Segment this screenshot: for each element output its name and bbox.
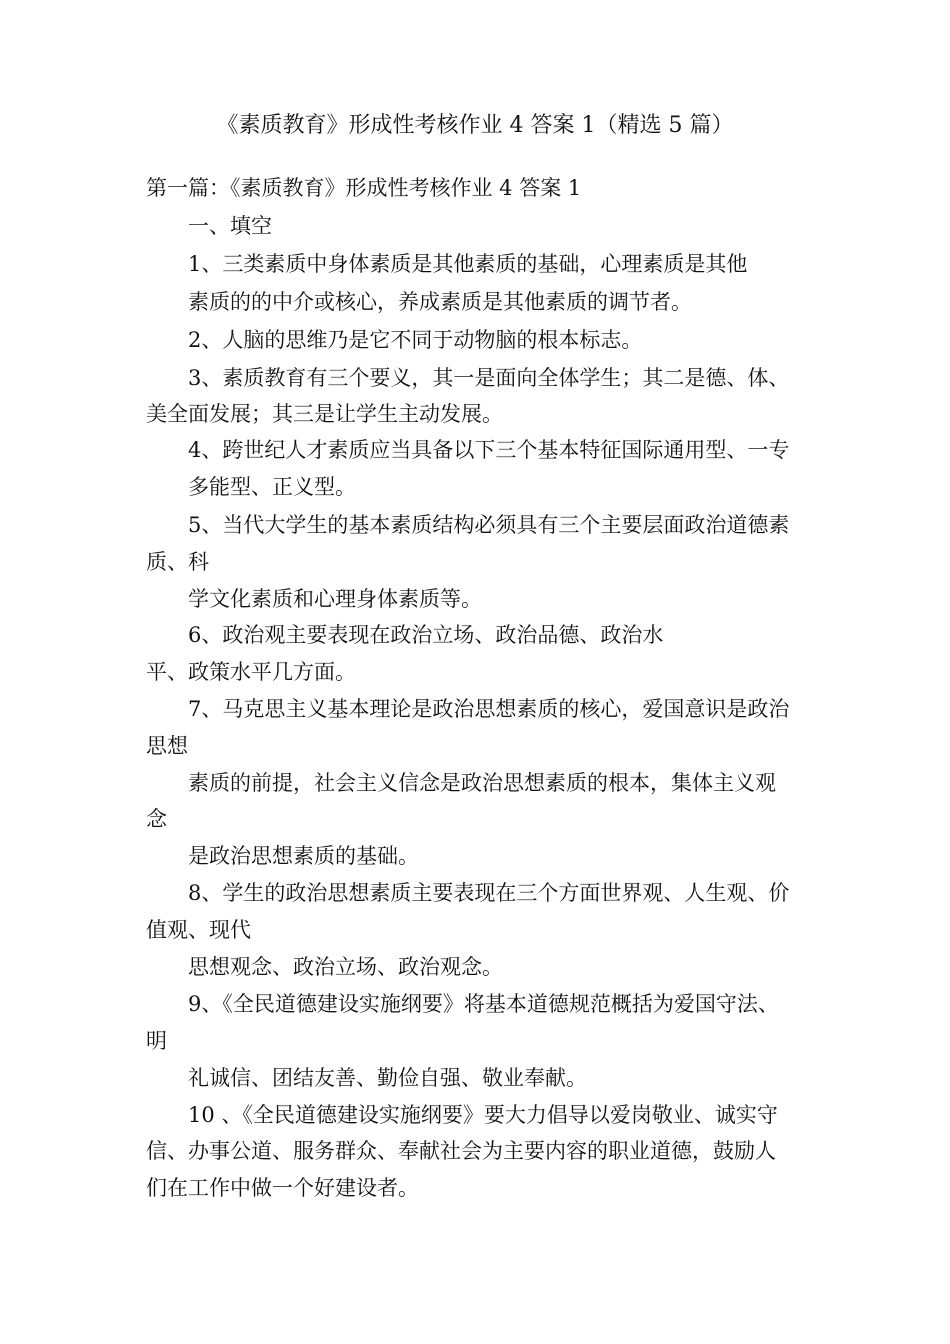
text-line: 值观、现代 bbox=[146, 918, 251, 942]
text-line: 们在工作中做一个好建设者。 bbox=[146, 1176, 419, 1200]
text-line: 4、跨世纪人才素质应当具备以下三个基本特征国际通用型、一专 bbox=[188, 438, 790, 462]
text-line: 3、素质教育有三个要义，其一是面向全体学生；其二是德、体、 bbox=[188, 366, 790, 390]
text-line: 5、当代大学生的基本素质结构必须具有三个主要层面政治道德素 bbox=[188, 513, 790, 537]
text-line: 2、人脑的思维乃是它不同于动物脑的根本标志。 bbox=[188, 328, 643, 352]
text-line: 礼诚信、团结友善、勤俭自强、敬业奉献。 bbox=[188, 1066, 587, 1090]
text-line: 素质的的中介或核心，养成素质是其他素质的调节者。 bbox=[188, 290, 692, 314]
text-line: 平、政策水平几方面。 bbox=[146, 660, 356, 684]
text-line: 10 、《全民道德建设实施纲要》要大力倡导以爱岗敬业、诚实守 bbox=[188, 1103, 778, 1127]
subsection-heading: 一、填空 bbox=[188, 214, 272, 238]
text-line: 思想 bbox=[146, 734, 188, 758]
text-line: 7、马克思主义基本理论是政治思想素质的核心，爱国意识是政治 bbox=[188, 697, 790, 721]
document-title: 《素质教育》形成性考核作业 4 答案 1（精选 5 篇） bbox=[216, 113, 734, 138]
text-line: 6、政治观主要表现在政治立场、政治品德、政治水 bbox=[188, 623, 664, 647]
text-line: 质、科 bbox=[146, 550, 209, 574]
section-heading: 第一篇：《素质教育》形成性考核作业 4 答案 1 bbox=[146, 176, 582, 200]
text-line: 思想观念、政治立场、政治观念。 bbox=[188, 955, 503, 979]
text-line: 念 bbox=[146, 807, 167, 831]
text-line: 信、办事公道、服务群众、奉献社会为主要内容的职业道德，鼓励人 bbox=[146, 1139, 776, 1163]
text-line: 美全面发展；其三是让学生主动发展。 bbox=[146, 402, 503, 426]
text-line: 8、学生的政治思想素质主要表现在三个方面世界观、人生观、价 bbox=[188, 881, 790, 905]
text-line: 明 bbox=[146, 1029, 167, 1053]
text-line: 学文化素质和心理身体素质等。 bbox=[188, 587, 482, 611]
text-line: 多能型、正义型。 bbox=[188, 475, 356, 499]
text-line: 是政治思想素质的基础。 bbox=[188, 844, 419, 868]
text-line: 素质的前提，社会主义信念是政治思想素质的根本，集体主义观 bbox=[188, 771, 776, 795]
text-line: 9、《全民道德建设实施纲要》将基本道德规范概括为爱国守法、 bbox=[188, 992, 779, 1016]
text-line: 1、三类素质中身体素质是其他素质的基础，心理素质是其他 bbox=[188, 252, 748, 276]
